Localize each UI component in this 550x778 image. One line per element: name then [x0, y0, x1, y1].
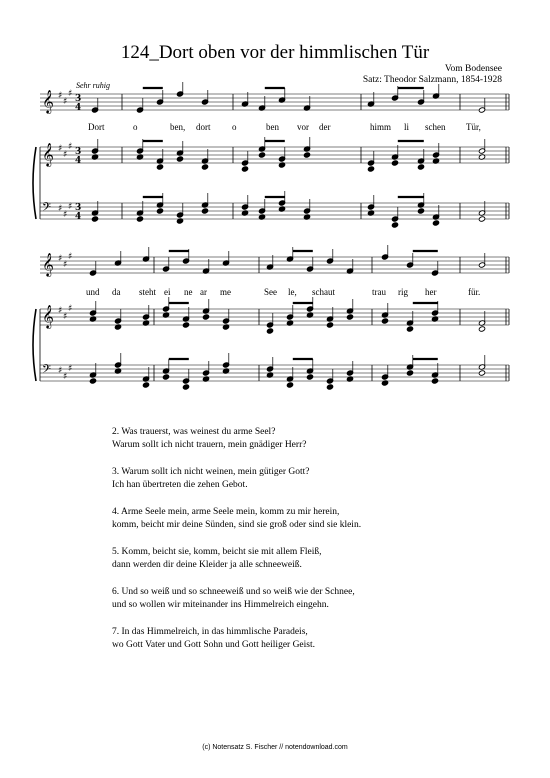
note-head	[176, 156, 183, 162]
note-head	[162, 374, 169, 380]
note-head	[367, 166, 374, 172]
note-head	[136, 216, 143, 222]
lyric-syllable: da	[112, 287, 121, 297]
lyric-syllable: und	[86, 287, 100, 297]
note-head	[406, 370, 413, 376]
note-head	[326, 384, 333, 390]
verse-line: 3. Warum sollt ich nicht weinen, mein gütiger Gott?	[112, 467, 310, 477]
verse-line: komm, beicht mir deine Sünden, sind sie groß oder sind sie klein.	[112, 520, 362, 530]
lyric-syllable: der	[319, 122, 331, 132]
clefs	[42, 89, 81, 382]
verse-line: Warum sollt ich nicht trauern, mein gnädiger Herr?	[112, 440, 307, 450]
verse-4	[112, 506, 361, 532]
note-head	[89, 378, 96, 384]
lyric-syllable: le,	[288, 287, 297, 297]
treble-clef: 𝄞	[42, 89, 54, 113]
lyric-syllable: her	[425, 287, 437, 297]
sharp-sign: ♯	[58, 144, 63, 154]
note-head	[241, 166, 248, 172]
verse-7	[112, 626, 361, 652]
verse-line: dann werden dir deine Kleider ja alle schneeweiß.	[112, 560, 302, 570]
note-head	[182, 384, 189, 390]
note-head	[142, 382, 149, 388]
note-head	[266, 328, 273, 334]
verses-block	[112, 426, 361, 666]
note-head	[391, 222, 398, 228]
note-head	[431, 378, 438, 384]
treble-clef: 𝄞	[42, 142, 54, 166]
sharp-sign: ♯	[68, 304, 73, 314]
verse-line: wo Gott Vater und Gott Sohn und Gott heiliger Geist.	[112, 640, 316, 650]
sharp-sign: ♯	[63, 260, 68, 270]
note-head	[91, 216, 98, 222]
note-head	[326, 322, 333, 328]
lyric-syllable: rig	[398, 287, 408, 297]
lyric-syllable: ne	[184, 287, 193, 297]
lyric-syllable: himm	[370, 122, 392, 132]
note-head	[417, 164, 424, 170]
verse-line: 2. Was trauerst, was weinest du arme Seel?	[112, 427, 276, 437]
sharp-sign: ♯	[68, 252, 73, 262]
verse-line: und so wollen wir miteinander ins Himmelreich eingehn.	[112, 600, 329, 610]
sharp-sign: ♯	[58, 204, 63, 214]
lyric-syllable: me	[220, 287, 231, 297]
verse-5	[112, 546, 361, 572]
note-head	[156, 208, 163, 214]
lyric-syllable: ben,	[170, 122, 186, 132]
verse-line: Ich han übertreten die zehen Gebot.	[112, 480, 248, 490]
verse-line: 6. Und so weiß und so schneeweiß und so weiß wie der Schnee,	[112, 587, 355, 597]
sharp-sign: ♯	[63, 372, 68, 382]
note-head	[306, 374, 313, 380]
treble-clef: 𝄞	[42, 252, 54, 276]
sharp-sign: ♯	[68, 142, 73, 152]
verse-line: 5. Komm, beicht sie, komm, beicht sie mit allem Fleiß,	[112, 547, 322, 557]
lyric-syllable: ben	[266, 122, 279, 132]
song-origin: Vom Bodensee	[444, 64, 502, 74]
lyric-syllable: steht	[139, 287, 156, 297]
piano-brace	[33, 309, 36, 381]
piano-brace	[33, 147, 36, 219]
time-signature-bottom: 4	[75, 103, 82, 113]
lyric-syllable: für.	[468, 287, 481, 297]
time-signature-top: 3	[75, 147, 82, 157]
treble-clef: 𝄞	[42, 304, 54, 328]
note-head	[478, 370, 485, 376]
note-head	[156, 164, 163, 170]
time-signature-top: 3	[75, 203, 82, 213]
note-head	[346, 314, 353, 320]
time-signature-bottom: 4	[75, 156, 82, 166]
song-title: 124_Dort oben vor der himmlischen Tür	[120, 42, 430, 63]
sharp-sign: ♯	[63, 97, 68, 107]
arranger-credit: Satz: Theodor Salzmann, 1854-1928	[362, 75, 502, 85]
note-head	[202, 314, 209, 320]
note-head	[381, 318, 388, 324]
lyric-syllable: o	[133, 122, 138, 132]
lyric-syllable: dort	[196, 122, 211, 132]
lyric-syllable: Dort	[88, 122, 105, 132]
note-head	[478, 326, 485, 332]
bass-clef: 𝄢	[42, 201, 52, 217]
lyric-syllable: Tür,	[466, 122, 481, 132]
note-head	[417, 208, 424, 214]
verse-3	[112, 466, 361, 492]
staff-lines	[40, 94, 509, 381]
lyric-syllable: vor	[297, 122, 309, 132]
sharp-sign: ♯	[68, 364, 73, 374]
lyric-syllable: trau	[372, 287, 386, 297]
lyric-syllable: schaut	[312, 287, 335, 297]
time-signature-top: 3	[75, 94, 82, 104]
verse-line: 4. Arme Seele mein, arme Seele mein, komm zu mir herein,	[112, 507, 340, 517]
sharp-sign: ♯	[68, 89, 73, 99]
sharp-sign: ♯	[58, 91, 63, 101]
note-head	[303, 152, 310, 158]
note-head	[182, 322, 189, 328]
sharp-sign: ♯	[63, 312, 68, 322]
note-head	[201, 164, 208, 170]
sharp-sign: ♯	[63, 210, 68, 220]
note-head	[201, 208, 208, 214]
note-head	[258, 152, 265, 158]
verse-2	[112, 426, 361, 452]
sharp-sign: ♯	[63, 150, 68, 160]
lyric-syllable: See	[264, 287, 277, 297]
copyright-footer: (c) Notensatz S. Fischer // notendownload.com	[202, 744, 348, 751]
tempo-marking: Sehr ruhig	[76, 81, 110, 90]
note-head	[432, 220, 439, 226]
note-head	[478, 216, 485, 222]
sharp-sign: ♯	[58, 306, 63, 316]
lyric-syllable: li	[404, 122, 410, 132]
note-head	[391, 160, 398, 166]
sharp-sign: ♯	[58, 366, 63, 376]
lyric-syllable: ei	[164, 287, 171, 297]
sharp-sign: ♯	[68, 202, 73, 212]
verse-line: 7. In das Himmelreich, in das himmlische Paradeis,	[112, 627, 308, 637]
verse-6	[112, 586, 361, 612]
bass-clef: 𝄢	[42, 363, 52, 379]
time-signature-bottom: 4	[75, 212, 82, 222]
lyric-syllable: ar	[200, 287, 207, 297]
lyric-syllable: o	[232, 122, 237, 132]
barlines	[33, 94, 509, 381]
sharp-sign: ♯	[58, 254, 63, 264]
note-head	[286, 382, 293, 388]
lyric-syllable: schen	[425, 122, 446, 132]
note-head	[406, 326, 413, 332]
